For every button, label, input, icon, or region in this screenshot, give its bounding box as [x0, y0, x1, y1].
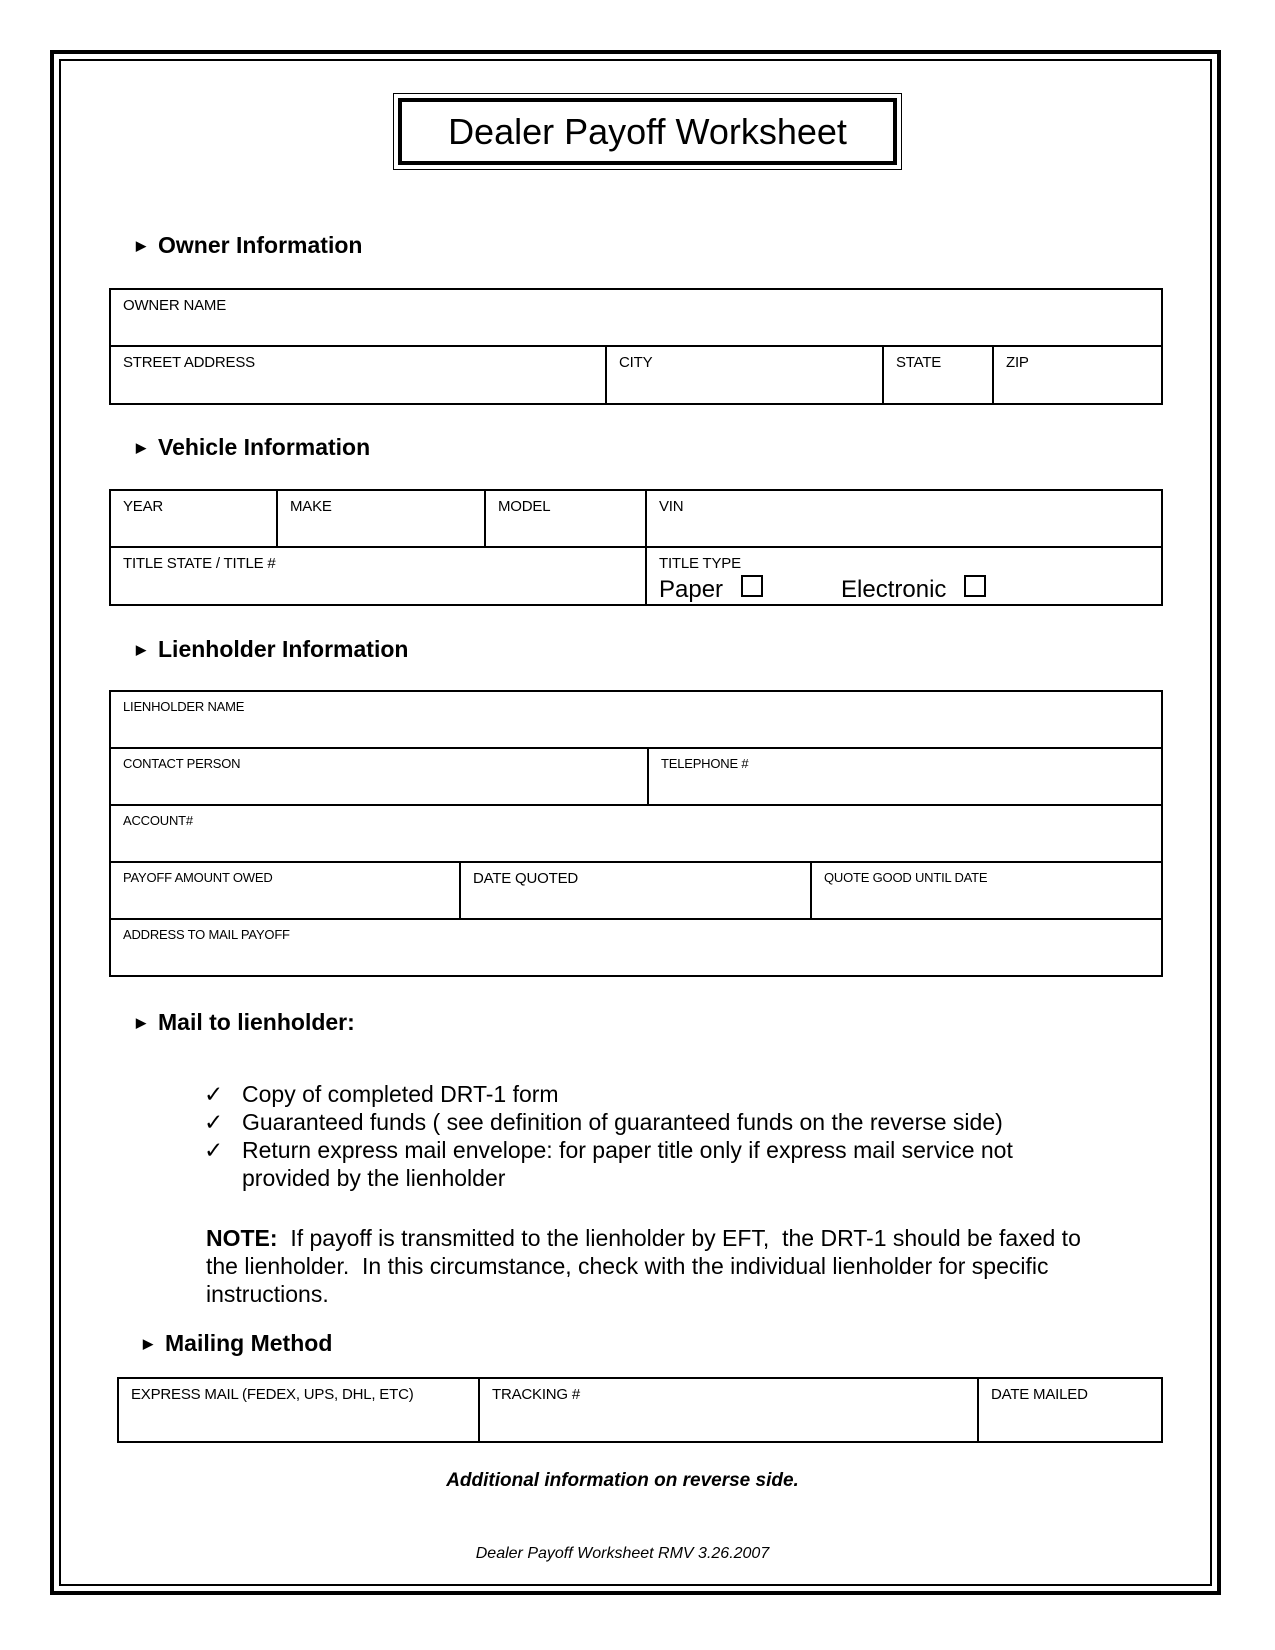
additional-info-note: Additional information on reverse side.: [446, 1470, 799, 1491]
contact-person-field[interactable]: [110, 748, 648, 805]
date-quoted-label: DATE QUOTED: [473, 870, 579, 887]
checklist-item-text: Copy of completed DRT-1 form: [242, 1081, 559, 1107]
mailing-heading-text: Mailing Method: [165, 1330, 333, 1356]
triangle-right-icon: ▶: [136, 1014, 146, 1030]
owner-heading-text: Owner Information: [158, 232, 363, 258]
list-item: [204, 1136, 1084, 1192]
vehicle-section-heading: [136, 434, 370, 461]
triangle-right-icon: ▶: [136, 641, 146, 657]
mailing-table: [117, 1377, 1163, 1443]
state-label: STATE: [896, 354, 942, 371]
owner-section-heading: [136, 232, 362, 259]
tracking-label: TRACKING #: [492, 1386, 581, 1403]
triangle-right-icon: ▶: [136, 237, 146, 253]
page-title: Dealer Payoff Worksheet: [398, 98, 897, 165]
owner-name-label: OWNER NAME: [123, 297, 227, 314]
express-mail-field[interactable]: [118, 1378, 479, 1442]
footer-text: Dealer Payoff Worksheet RMV 3.26.2007: [475, 1545, 770, 1562]
street-address-field[interactable]: [110, 346, 606, 404]
electronic-label: Electronic: [841, 576, 947, 603]
vehicle-heading-text: Vehicle Information: [158, 434, 371, 460]
account-field[interactable]: [110, 805, 1162, 862]
year-label: YEAR: [123, 498, 164, 515]
lienholder-name-field[interactable]: [110, 691, 1162, 748]
city-label: CITY: [619, 354, 653, 371]
note-paragraph: [206, 1224, 1086, 1308]
state-field[interactable]: [883, 346, 993, 404]
title-type-options: [647, 572, 1161, 604]
model-label: MODEL: [498, 498, 551, 515]
triangle-right-icon: ▶: [136, 439, 146, 455]
vin-label: VIN: [659, 498, 684, 515]
title-state-label: TITLE STATE / TITLE #: [123, 555, 276, 572]
title-state-field[interactable]: [110, 547, 646, 605]
mail-heading-text: Mail to lienholder:: [158, 1009, 355, 1035]
paper-label: Paper: [659, 576, 724, 603]
checkmark-icon: ✓: [204, 1109, 224, 1135]
make-label: MAKE: [290, 498, 332, 515]
date-quoted-field[interactable]: [460, 862, 811, 919]
quote-good-until-label: QUOTE GOOD UNTIL DATE: [824, 870, 988, 885]
title-type-field: [646, 547, 1162, 605]
vehicle-table: [109, 489, 1163, 606]
checklist-item-text: Return express mail envelope: for paper title only if express mail service not provided by the lienholder: [242, 1137, 1013, 1191]
address-mail-payoff-label: ADDRESS TO MAIL PAYOFF: [123, 927, 290, 942]
address-mail-payoff-field[interactable]: [110, 919, 1162, 976]
mail-section-heading: [136, 1009, 355, 1036]
telephone-field[interactable]: [648, 748, 1162, 805]
city-field[interactable]: [606, 346, 883, 404]
model-field[interactable]: [485, 490, 646, 547]
telephone-label: TELEPHONE #: [661, 756, 749, 771]
checkmark-icon: ✓: [204, 1081, 224, 1107]
list-item: [204, 1108, 1084, 1136]
triangle-right-icon: ▶: [143, 1335, 153, 1351]
lienholder-heading-text: Lienholder Information: [158, 636, 409, 662]
zip-label: ZIP: [1006, 354, 1029, 371]
note-text: If payoff is transmitted to the lienholder by EFT, the DRT-1 should be faxed to the lienholder. In this circumstance, check with the individual lienholder for specific instructions.: [206, 1225, 1088, 1307]
mailing-section-heading: [143, 1330, 332, 1357]
owner-table: [109, 288, 1163, 405]
zip-field[interactable]: [993, 346, 1162, 404]
lienholder-section-heading: [136, 636, 408, 663]
checkmark-icon: ✓: [204, 1137, 224, 1163]
date-mailed-label: DATE MAILED: [991, 1386, 1088, 1403]
lienholder-table: [109, 690, 1163, 977]
title-type-label: TITLE TYPE: [659, 555, 741, 572]
checklist-item-text: Guaranteed funds ( see definition of guaranteed funds on the reverse side): [242, 1109, 1003, 1135]
year-field[interactable]: [110, 490, 277, 547]
owner-name-field[interactable]: [110, 289, 1162, 346]
payoff-amount-field[interactable]: [110, 862, 460, 919]
street-address-label: STREET ADDRESS: [123, 354, 255, 371]
electronic-checkbox[interactable]: [964, 575, 986, 597]
mail-checklist: [204, 1080, 1084, 1192]
paper-checkbox[interactable]: [741, 575, 763, 597]
account-label: ACCOUNT#: [123, 813, 193, 828]
payoff-amount-label: PAYOFF AMOUNT OWED: [123, 870, 273, 885]
contact-person-label: CONTACT PERSON: [123, 756, 241, 771]
note-label: NOTE:: [206, 1225, 278, 1251]
express-mail-label: EXPRESS MAIL (FEDEX, UPS, DHL, ETC): [131, 1386, 414, 1403]
tracking-field[interactable]: [479, 1378, 978, 1442]
quote-good-until-field[interactable]: [811, 862, 1162, 919]
date-mailed-field[interactable]: [978, 1378, 1162, 1442]
lienholder-name-label: LIENHOLDER NAME: [123, 699, 245, 714]
list-item: [204, 1080, 1084, 1108]
make-field[interactable]: [277, 490, 485, 547]
vin-field[interactable]: [646, 490, 1162, 547]
